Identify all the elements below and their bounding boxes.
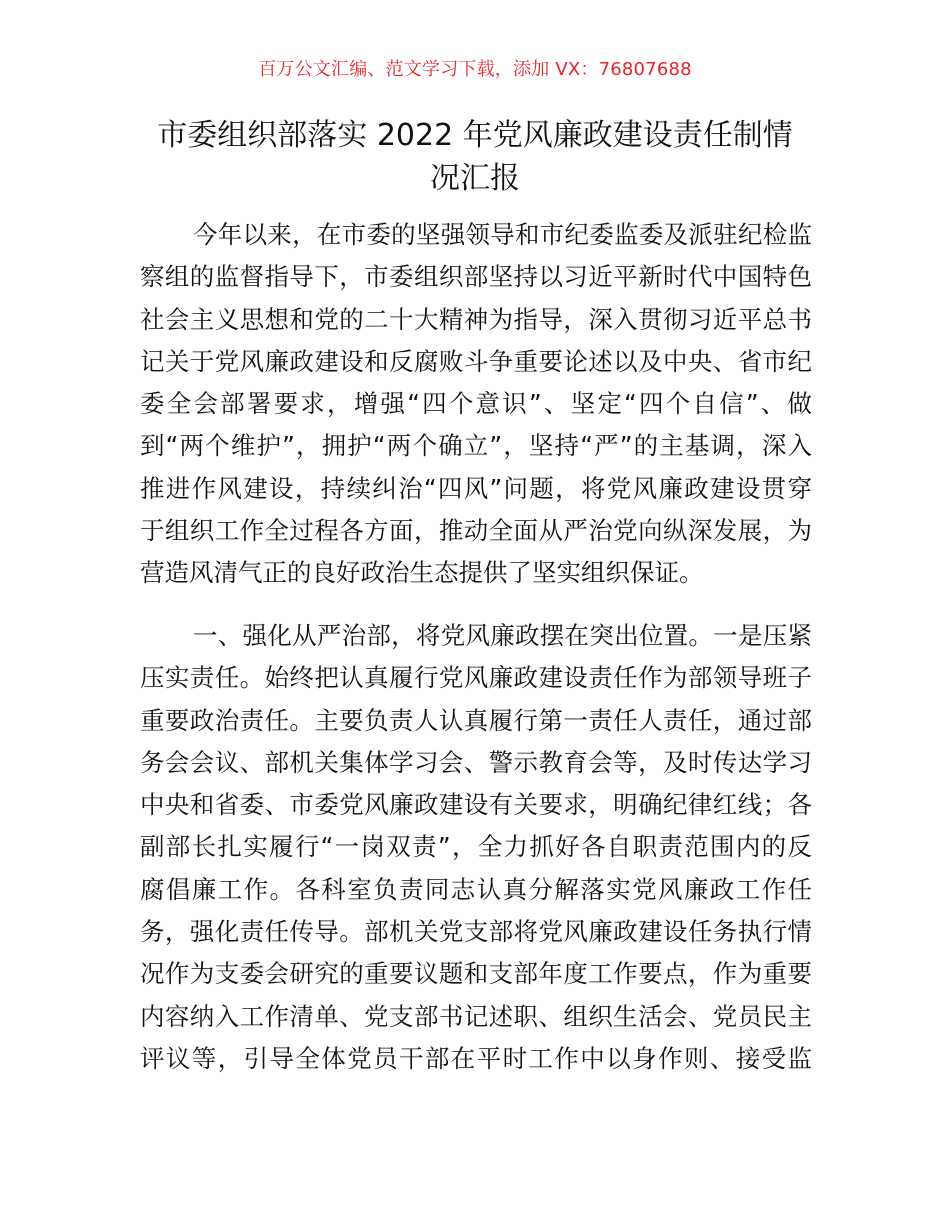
- text-line: 内容纳入工作清单、党支部书记述职、组织生活会、党员民主: [140, 1001, 812, 1031]
- text-line: 一、强化从严治部，将党风廉政摆在突出位置。一是压紧: [193, 621, 812, 650]
- paragraph-intro: [140, 214, 812, 595]
- text-line: 副部长扎实履行“一岗双责”，全力抓好各自职责范围内的反: [140, 832, 812, 862]
- text-line: 务，强化责任传导。部机关党支部将党风廉政建设任务执行情: [140, 917, 812, 947]
- text-line: 腐倡廉工作。各科室负责同志认真分解落实党风廉政工作任: [140, 874, 812, 904]
- text-line: 到“两个维护”，拥护“两个确立”，坚持“严”的主基调，深入: [140, 431, 812, 461]
- text-line: 今年以来，在市委的坚强领导和市纪委监委及派驻纪检监: [193, 220, 812, 249]
- text-line: 察组的监督指导下，市委组织部坚持以习近平新时代中国特色: [140, 262, 812, 292]
- text-line: 社会主义思想和党的二十大精神为指导，深入贯彻习近平总书: [140, 304, 812, 334]
- text-line: 中央和省委、市委党风廉政建设有关要求，明确纪律红线；各: [140, 790, 812, 820]
- document-title: [120, 114, 830, 200]
- text-line: 推进作风建设，持续纠治“四风”问题，将党风廉政建设贯穿: [140, 473, 812, 503]
- text-line: 于组织工作全过程各方面，推动全面从严治党向纵深发展，为: [140, 516, 812, 546]
- text-line: 重要政治责任。主要负责人认真履行第一责任人责任，通过部: [140, 705, 812, 735]
- text-line: 营造风清气正的良好政治生态提供了坚实组织保证。: [140, 558, 704, 588]
- text-line: 委全会部署要求，增强“四个意识”、坚定“四个自信”、做: [140, 389, 812, 419]
- watermark-header: 百万公文汇编、范文学习下载，添加 VX：76807688: [258, 59, 692, 80]
- paragraph-section-one: [140, 615, 812, 1080]
- title-line-2: 况汇报: [430, 161, 520, 196]
- title-line-1: 市委组织部落实 2022 年党风廉政建设责任制情: [157, 118, 793, 153]
- text-line: 评议等，引导全体党员干部在平时工作中以身作则、接受监: [140, 1043, 812, 1073]
- text-line: 压实责任。始终把认真履行党风廉政建设责任作为部领导班子: [140, 663, 812, 693]
- text-line: 记关于党风廉政建设和反腐败斗争重要论述以及中央、省市纪: [140, 346, 812, 376]
- text-line: 务会会议、部机关集体学习会、警示教育会等，及时传达学习: [140, 747, 812, 777]
- text-line: 况作为支委会研究的重要议题和支部年度工作要点，作为重要: [140, 959, 812, 989]
